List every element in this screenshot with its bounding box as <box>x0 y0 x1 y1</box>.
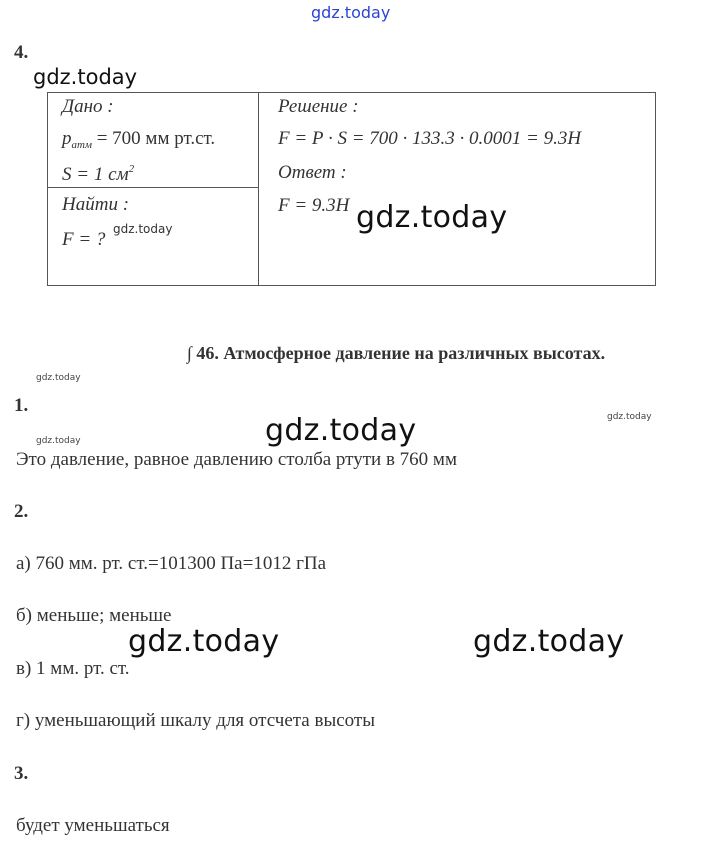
watermark-box-big: gdz.today <box>356 200 508 235</box>
pressure-value: = 700 мм рт.ст. <box>96 128 216 149</box>
question-1-answer: Это давление, равное давлению столба ртути в 760 мм <box>16 449 457 470</box>
watermark-middle-big: gdz.today <box>265 413 417 448</box>
solution-formula: F = P · S = 700 · 133.3 · 0.0001 = 9.3H <box>278 128 582 149</box>
pressure-subscript: атм <box>71 139 92 151</box>
watermark-top: gdz.today <box>311 3 391 22</box>
given-pressure <box>62 128 215 151</box>
question-2-a: а) 760 мм. рт. ст.=101300 Па=1012 гПа <box>16 553 327 574</box>
solution-label: Решение : <box>278 96 359 117</box>
find-value: F = ? <box>62 229 106 250</box>
pressure-symbol: p <box>62 128 72 149</box>
question-2-c: в) 1 мм. рт. ст. <box>16 658 130 679</box>
question-3-answer: будет уменьшаться <box>16 815 170 836</box>
watermark-bottom-right-big: gdz.today <box>473 624 625 659</box>
area-superscript: 2 <box>128 163 135 175</box>
watermark-left-small-1: gdz.today <box>36 373 81 383</box>
table-divider-horizontal <box>47 187 259 188</box>
area-text: S = 1 см <box>62 164 129 185</box>
given-label: Дано : <box>62 96 114 117</box>
table-divider-vertical <box>258 92 259 286</box>
question-1-number: 1. <box>14 395 29 416</box>
watermark-box-small: gdz.today <box>113 222 173 236</box>
question-2-d: г) уменьшающий шкалу для отсчета высоты <box>16 710 375 731</box>
watermark-bottom-left-big: gdz.today <box>128 624 280 659</box>
watermark-left-small-2: gdz.today <box>36 436 81 446</box>
question-2-number: 2. <box>14 501 29 522</box>
section-title: ∫ 46. Атмосферное давление на различных высотах. <box>187 343 606 363</box>
answer-value: F = 9.3H <box>278 195 350 216</box>
solution-table <box>47 92 656 286</box>
question-3-number: 3. <box>14 763 29 784</box>
watermark-problem4: gdz.today <box>33 65 138 89</box>
watermark-right-small: gdz.today <box>607 412 652 422</box>
question-2-b: б) меньше; меньше <box>16 605 172 626</box>
problem-4-number: 4. <box>14 42 29 63</box>
given-area <box>62 163 134 186</box>
answer-label: Ответ : <box>278 162 347 183</box>
find-label: Найти : <box>62 194 130 215</box>
